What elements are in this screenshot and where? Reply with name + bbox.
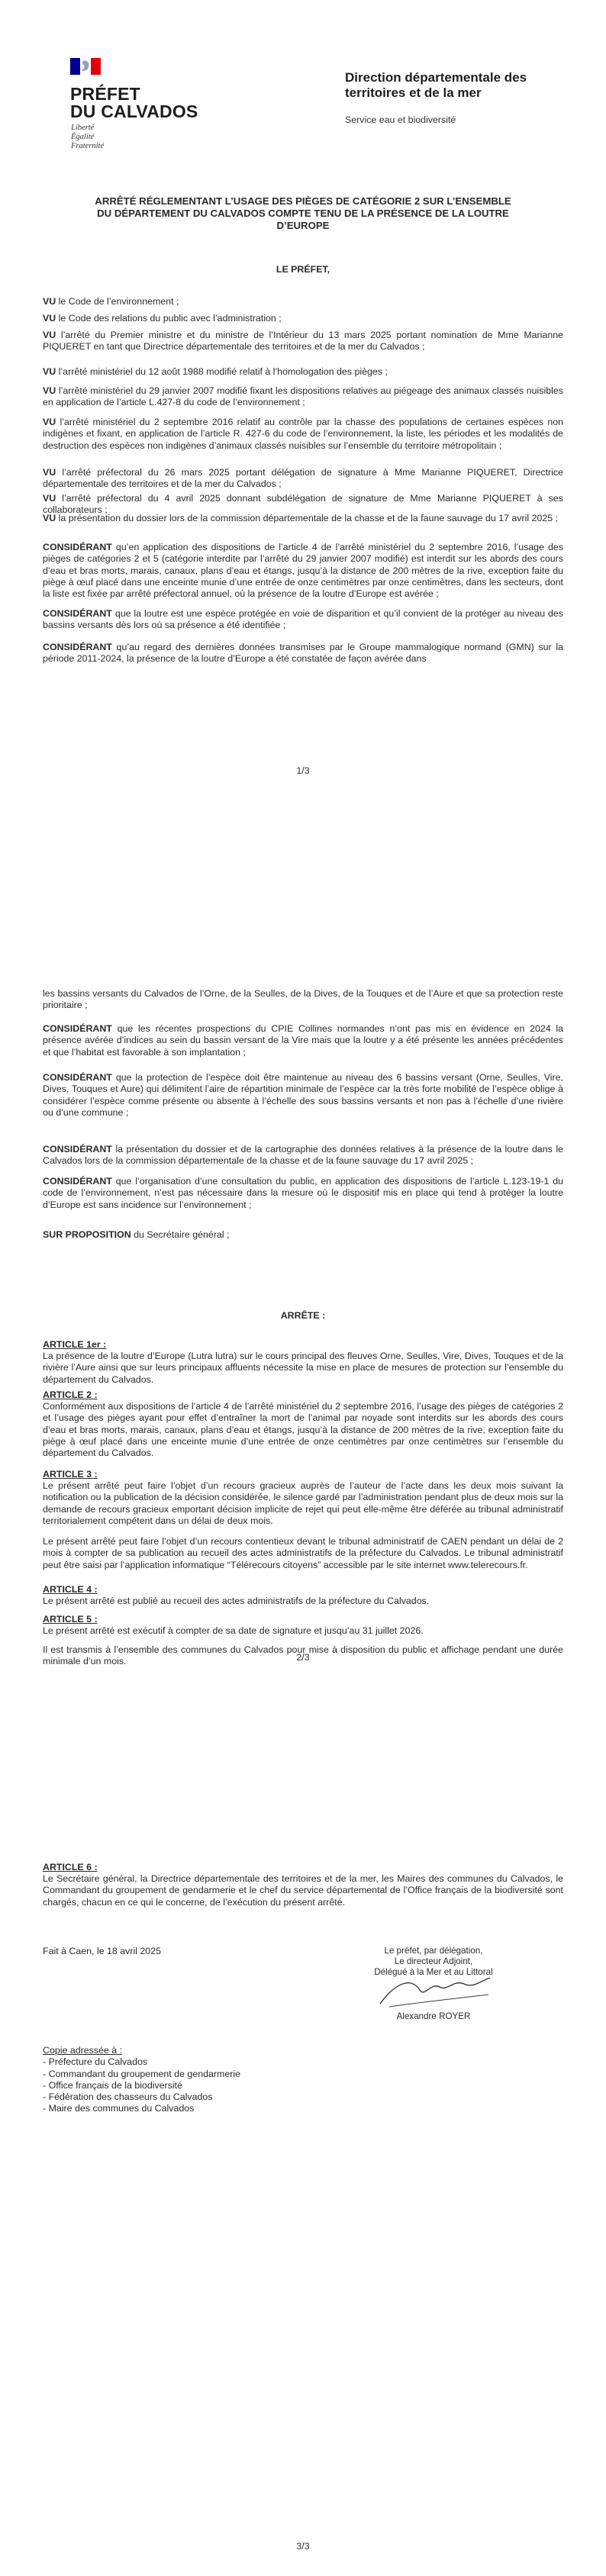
article-text: Le présent arrêté peut faire l’objet d’un recours gracieux auprès de l’auteur de l’acte dans les deux mois suivant la notification ou la publication de la décision considérée, le silence gardé par l’administration pendant plus de deux mois sur la demande de recours gracieux emportant décision implicite de rejet qui peut elle-même être déférée au tribunal administratif territorialement compétent dans un délai de deux mois. — [43, 1480, 563, 1526]
visa-keyword: VU — [43, 330, 56, 340]
article-text: Conformément aux dispositions de l’article 4 de l’arrêté ministériel du 2 septembre 2016, l’usage des pièges de catégories 2 et l’usage des pièges ayant pour effet d’entraîner la mort de l’animal par noyade sont interdits sur les abords des cours d’eau et bras morts, marais, canaux, plans d’eau et étangs, jusqu’à la distance de 200 mètres de la rive, exception faite du piège à œuf placé dans une enceinte munie d’une entrée de onze centimètres par onze centimètres sur l’ensemble du département du Calvados. — [43, 1401, 563, 1459]
paragraph-text: les bassins versants du Calvados de l’Orne, de la Seulles, de la Dives, de la Touques et de l’Aure et que sa protection reste prioritaire ; — [43, 988, 563, 1011]
article-text: Le présent arrêté est exécutif à compter de sa date de signature et jusqu’au 31 juillet 2026. — [43, 1625, 424, 1636]
page-2 — [0, 858, 606, 1717]
visa-keyword: CONSIDÉRANT — [43, 542, 112, 552]
visa-keyword: VU — [43, 296, 56, 307]
article-text: La présence de la loutre d’Europe (Lutra lutra) sur le cours principal des fleuves Orne, Seulles, Vire, Dives, Touques et de la rivière l’Aure ainsi que sur leurs principaux affluents nécessite la mise en place de mesures de protection sur l’ensemble du département du Calvados. — [43, 1351, 563, 1385]
considerant-paragraph — [43, 1176, 563, 1211]
visa-text: qu’au regard des dernières données transmises par le Groupe mammalogique normand (GMN) sur la période 2011-2024, la présence de la loutre d’Europe a été constatée de façon avérée dans — [43, 642, 563, 665]
paragraph-keyword: CONSIDÉRANT — [43, 1144, 112, 1154]
visa-paragraph — [43, 608, 563, 632]
page-number: 1/3 — [296, 765, 310, 776]
article-label: ARTICLE 4 : — [43, 1584, 98, 1595]
visa-keyword: VU — [43, 417, 56, 427]
copies-block — [43, 2045, 348, 2115]
visa-text: le Code des relations du public avec l’administration ; — [58, 313, 282, 324]
visa-text: l’arrêté ministériel du 29 janvier 2007 modifié fixant les dispositions relatives au piégeage des animaux classés nuisibles en application de l’article L.427-8 du code de l’environnement ; — [43, 385, 563, 408]
republic-motto: Liberté Égalité Fraternité — [71, 124, 105, 150]
visa-keyword: VU — [43, 313, 56, 324]
paragraph-text: du Secrétaire général ; — [134, 1229, 230, 1240]
considerant-paragraph — [43, 1023, 563, 1058]
page-3 — [0, 1717, 606, 2576]
paragraph-text: la présentation du dossier et de la cartographie des données relatives à la présence de la loutre dans le Calvados lors de la commission départementale de la chasse et de la faune sauvage du 17 avril 2025 ; — [43, 1144, 563, 1167]
visa-text: que la loutre est une espèce protégée en voie de disparition et qu’il convient de la protéger au niveau des bassins versants dès lors où sa présence a été identifiée ; — [43, 608, 563, 631]
visa-text: l’arrêté préfectoral du 4 avril 2025 donnant subdélégation de signature de Mme Marianne PIQUERET à ses collaborateurs ; — [43, 493, 563, 516]
visa-paragraph — [43, 417, 563, 452]
paragraph-keyword: CONSIDÉRANT — [43, 1023, 112, 1034]
paragraph-keyword: SUR PROPOSITION — [43, 1229, 131, 1240]
copies-item: - Fédération des chasseurs du Calvados — [43, 2091, 213, 2103]
article-6-text: Le Secrétaire général, la Directrice départementale des territoires et de la mer, les Maires des communes du Calvados, le Commandant du groupement de gendarmerie et le chef du service départemental de l’Office français de la biodiversité sont chargés, chacun en ce qui le concerne, de l’exécution du présent arrêté. — [43, 1873, 563, 1908]
paragraph-keyword: CONSIDÉRANT — [43, 1176, 112, 1187]
prefet-logo-title: PRÉFET DU CALVADOS — [70, 84, 198, 121]
visa-text: le Code de l’environnement ; — [58, 296, 179, 307]
article-label: ARTICLE 3 : — [43, 1469, 98, 1480]
service-name: Service eau et biodiversité — [345, 114, 456, 125]
article-text: Le présent arrêté est publié au recueil des actes administratifs de la préfecture du Calvados. — [43, 1596, 430, 1606]
article-6-label: ARTICLE 6 : — [43, 1862, 98, 1872]
visa-text: l’arrêté du Premier ministre et du ministre de l’Intérieur du 13 mars 2025 portant nomination de Mme Marianne PIQUERET en tant que Directrice départementale des territoires et de la mer du Calvados ; — [43, 330, 564, 353]
visa-paragraph — [43, 366, 563, 378]
visa-keyword: VU — [43, 366, 56, 377]
arrete-heading: ARRÊTE : — [280, 1310, 326, 1321]
date-line: Fait à Caen, le 18 avril 2025 — [43, 1946, 161, 1956]
direction-title: Direction départementale des territoires et de la mer — [345, 70, 527, 100]
paragraph-text: que les récentes prospections du CPIE Collines normandes n’ont pas mis en évidence en 2024 la présence avérée d’indices au sein du bassin versant de la Vire mais que la loutre y a été présente les années précédentes et que l’habitat est favorable à son implantation ; — [43, 1023, 563, 1058]
article-label: ARTICLE 1er : — [43, 1339, 107, 1350]
visa-keyword: VU — [43, 493, 56, 504]
visa-text: qu’en application des dispositions de l’article 4 de l’arrêté ministériel du 2 septembre 2016, l’usage des pièges de catégories 2 et 5 (catégorie interdite par l’arrêté du 29 janvier 2007 modifié) est interdit sur les abords des cours d’eau et bras morts, marais, canaux, plans d’eau et étangs, jusqu’à la distance de 200 mètres de la rive, exception faite du piège à œuf placé dans une enceinte munie d’une entrée de onze centimètres par onze centimètres, dans les secteurs, dont la liste est fixée par arrêté préfectoral annuel, où la présence de la loutre d’Europe est avérée ; — [43, 542, 563, 600]
visa-paragraph — [43, 313, 563, 324]
copies-item: - Office français de la biodiversité — [43, 2079, 182, 2091]
considerant-paragraph — [43, 1229, 563, 1241]
signature-block: Le préfet, par délégation, Le directeur Adjoint, Délégué à la Mer et au Littoral — [374, 1946, 493, 1977]
paragraph-text: que la protection de l’espèce doit être maintenue au niveau des 6 bassins versant (Orne, Seulles, Vire, Dives, Touques et Aure) qui délimitent l’aire de répartition minimale de l’espèce car la très forte mobilité de l’espèce oblige à considérer l’espèce comme présente ou absente à l’échelle des sous bassins versants et non pas à l’échelle d’une rivière ou d’une commune ; — [43, 1072, 563, 1118]
page-1 — [0, 0, 606, 858]
copies-item: - Préfecture du Calvados — [43, 2056, 148, 2068]
page-number: 3/3 — [296, 2541, 310, 2552]
paragraph-keyword: CONSIDÉRANT — [43, 1072, 112, 1083]
marianne-logo — [70, 53, 101, 75]
copies-item: - Maire des communes du Calvados — [43, 2103, 195, 2114]
article-text: Il est transmis à l’ensemble des communes du Calvados pour mise à disposition du public et affichage pendant une durée minimale d’un mois. — [43, 1644, 563, 1667]
visa-paragraph — [43, 542, 563, 600]
visa-paragraph — [43, 642, 563, 665]
copies-heading: Copie adressée à : — [43, 2045, 123, 2056]
considerant-paragraph — [43, 1144, 563, 1167]
signatory-name: Alexandre ROYER — [396, 2011, 471, 2021]
visa-keyword: CONSIDÉRANT — [43, 642, 112, 652]
copies-item: - Commandant du groupement de gendarmerie — [43, 2068, 240, 2079]
article-text: Le présent arrêté peut faire l’objet d’un recours contentieux devant le tribunal administratif de CAEN pendant un délai de 2 mois à compter de sa publication au recueil des actes administratifs de la préfecture du Calvados. Le tribunal administratif peut être saisi par l’application informatique “Télérecours citoyens” accessible par le site internet www.telerecours.fr. — [43, 1536, 563, 1570]
visa-keyword: CONSIDÉRANT — [43, 608, 112, 619]
visa-paragraph — [43, 513, 563, 524]
visa-text: l’arrêté ministériel du 2 septembre 2016 relatif au contrôle par la chasse des populations de certaines espèces non indigènes et fixant, en application de l’article R. 427-6 du code de l’environnement, la liste, les périodes et les modalités de destruction des espèces non indigènes d’animaux classés nuisibles sur l’ensemble du territoire métropolitain ; — [43, 417, 563, 451]
paragraph-text: que l’organisation d’une consultation du public, en application des dispositions de l’article L.123-19-1 du code de l’environnement, n’est pas nécessaire dans la mesure où le dispositif mis en place qui tend à protéger la loutre d’Europe est sans incidence sur l’environnement ; — [43, 1176, 563, 1210]
visa-paragraph — [43, 330, 563, 353]
visa-keyword: VU — [43, 385, 56, 396]
considerant-paragraph — [43, 1072, 563, 1119]
visa-text: l’arrêté préfectoral du 26 mars 2025 portant délégation de signature à Mme Marianne PIQUERET, Directrice départementale des territoires et de la mer du Calvados ; — [43, 467, 563, 490]
considerant-paragraph — [43, 988, 563, 1012]
arrete-title: ARRÊTÉ RÉGLEMENTANT L’USAGE DES PIÈGES DE CATÉGORIE 2 SUR L’ENSEMBLE DU DÉPARTEMENT DU CALVADOS COMPTE TENU DE LA PRÉSENCE DE LA LOUTRE D’EUROPE — [95, 195, 511, 231]
visa-text: la présentation du dossier lors de la commission départementale de la chasse et de la faune sauvage du 17 avril 2025 ; — [58, 513, 559, 523]
visa-paragraph — [43, 385, 563, 409]
le-prefet-heading: LE PRÉFET, — [276, 264, 330, 275]
page-number: 2/3 — [296, 1652, 310, 1663]
visa-paragraph — [43, 296, 563, 308]
handwritten-signature — [374, 1973, 496, 2011]
article-label: ARTICLE 5 : — [43, 1614, 98, 1624]
visa-text: l’arrêté ministériel du 12 août 1988 modifié relatif à l’homologation des pièges ; — [58, 366, 388, 377]
visa-keyword: VU — [43, 467, 56, 478]
visa-paragraph — [43, 467, 563, 491]
article-label: ARTICLE 2 : — [43, 1389, 98, 1400]
visa-keyword: VU — [43, 513, 56, 523]
